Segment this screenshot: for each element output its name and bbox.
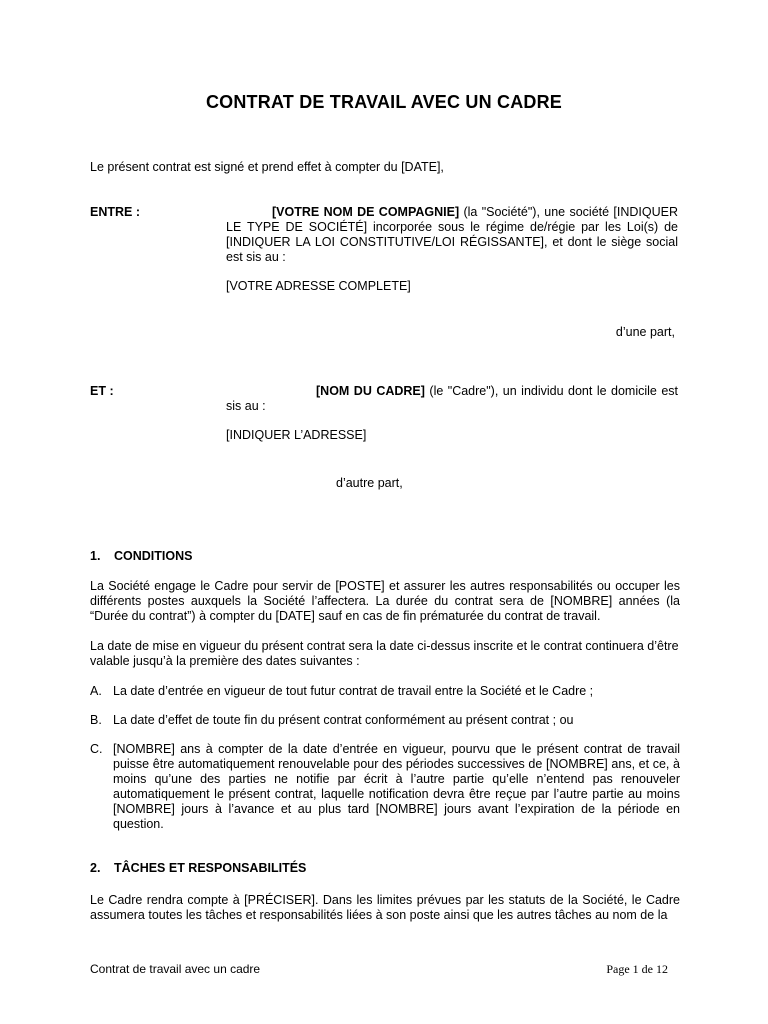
party2-description	[226, 384, 678, 414]
party2-label: ET :	[90, 384, 114, 398]
list-letter: A.	[90, 684, 102, 698]
party1-closing: d’une part,	[615, 325, 675, 339]
party1-description	[226, 205, 678, 265]
party1-rest: (la "Société"), une société [INDIQUER LE TYPE DE SOCIÉTÉ] incorporée sous le régime de/régie par les Loi(s) de [INDIQUER LA LOI CONSTITUTIVE/LOI RÉGISSANTE], et dont le siège social est sis au :	[226, 205, 678, 264]
list-text: La date d’entrée en vigueur de tout futur contrat de travail entre la Société et le Cadre ;	[113, 684, 594, 698]
list-text: La date d’effet de toute fin du présent contrat conformément au présent contrat ; ou	[113, 713, 574, 727]
section1-heading	[90, 549, 192, 563]
list-item-a	[90, 684, 680, 699]
party1-name: [VOTRE NOM DE COMPAGNIE]	[272, 205, 460, 219]
intro-paragraph: Le présent contrat est signé et prend effet à compter du [DATE],	[90, 160, 444, 174]
section1-title: CONDITIONS	[114, 549, 193, 563]
list-text: [NOMBRE] ans à compter de la date d’entrée en vigueur, pourvu que le présent contrat de travail puisse être automatiquement renouvelable pour des périodes successives de [NOMBRE] ans, et ce, à moins qu’une des parties ne notifie par écrit à l’autre partie qu’elle n’entend pas renouveler automatiquement le présent contrat, laquelle notification devra être reçue par l’autre partie au moins [NOMBRE] jours à l’avance et au plus tard [NOMBRE] jours avant l’expiration de la période en question.	[113, 742, 680, 831]
footer-document-name: Contrat de travail avec un cadre	[90, 962, 261, 976]
section1-number: 1.	[90, 549, 101, 563]
list-item-b	[90, 713, 680, 728]
party2-name: [NOM DU CADRE]	[316, 384, 425, 398]
party2-address: [INDIQUER L’ADRESSE]	[226, 428, 367, 442]
party1-label: ENTRE :	[90, 205, 140, 219]
list-letter: B.	[90, 713, 102, 727]
section2-heading	[90, 861, 306, 875]
footer-page-number: Page 1 de 12	[606, 962, 668, 976]
section1-paragraph1: La Société engage le Cadre pour servir de [POSTE] et assurer les autres responsabilités ou occuper les différents postes auxquels la Société l’affectera. La durée du contrat sera de [NOMBRE] années (la “Durée du contrat”) à compter du [DATE] sauf en cas de fin prématurée du contrat de travail.	[90, 579, 680, 623]
party1-address: [VOTRE ADRESSE COMPLETE]	[226, 279, 411, 293]
section1-paragraph2: La date de mise en vigueur du présent contrat sera la date ci-dessus inscrite et le contrat continuera d’être valable jusqu’à la première des dates suivantes :	[90, 639, 679, 668]
list-item-c	[90, 742, 680, 832]
party2-rest: (le "Cadre"), un individu dont le domicile est sis au :	[226, 384, 679, 413]
party2-closing: d’autre part,	[336, 476, 403, 490]
section2-title: TÂCHES ET RESPONSABILITÉS	[114, 861, 307, 875]
section2-number: 2.	[90, 861, 101, 875]
list-letter: C.	[90, 742, 103, 756]
section2-paragraph1: Le Cadre rendra compte à [PRÉCISER]. Dans les limites prévues par les statuts de la Société, le Cadre assumera toutes les tâches et responsabilités liées à son poste ainsi que les autres tâches au nom de la	[90, 893, 680, 922]
document-title: CONTRAT DE TRAVAIL AVEC UN CADRE	[205, 92, 563, 112]
